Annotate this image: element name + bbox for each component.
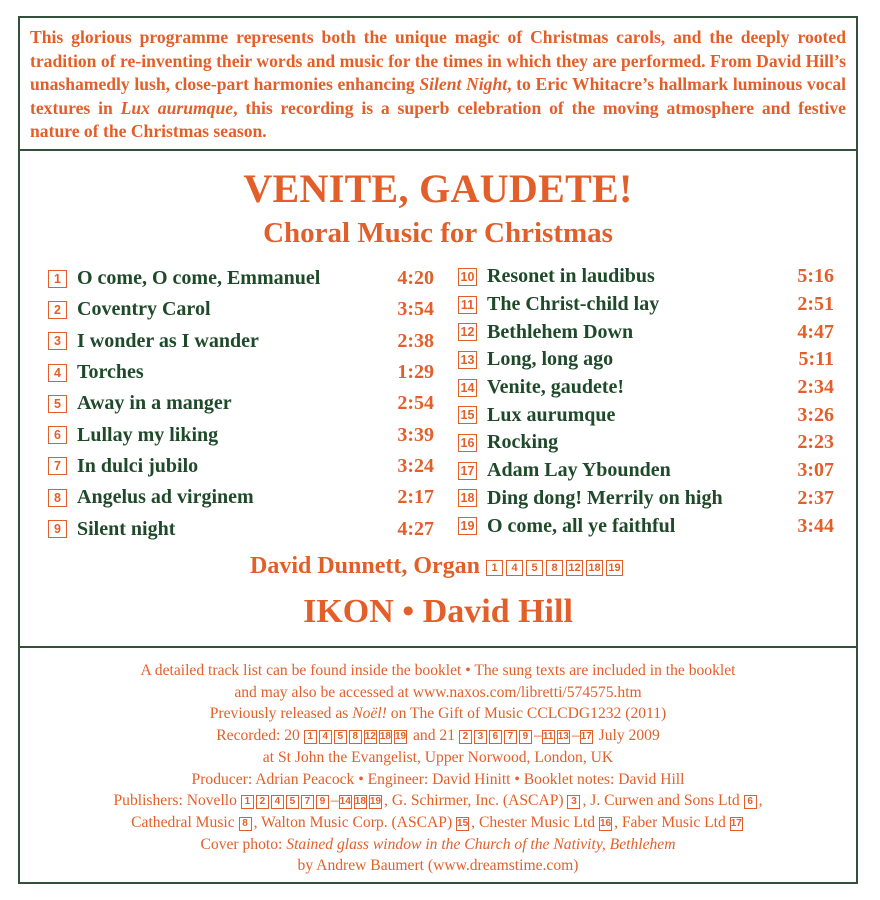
track-number-box: 5 xyxy=(286,795,299,809)
track-number-box: 4 xyxy=(506,560,523,576)
track-number-box: 9 xyxy=(316,795,329,809)
credit-text: , J. Curwen and Sons Ltd xyxy=(582,792,744,810)
track-number-box: 9 xyxy=(519,730,532,744)
track-number-box: 3 xyxy=(567,795,580,809)
intro-text-2: , to Eric Whitacre’s hallmark luminous vocal textures in xyxy=(30,74,847,118)
track-duration: 5:16 xyxy=(797,265,834,288)
track-number-box: 17 xyxy=(730,817,742,829)
cover-photo-caption: Stained glass window in the Church of the Nativity, Bethlehem xyxy=(286,835,676,853)
album-title: VENITE, GAUDETE! xyxy=(243,166,633,211)
track-title: Long, long ago xyxy=(487,348,614,371)
track-title: O come, O come, Emmanuel xyxy=(77,267,321,290)
track-number-box: 8 xyxy=(239,817,252,831)
track-number-box: 12 xyxy=(566,560,583,576)
track-title: Lux aurumque xyxy=(487,403,616,426)
credits-line-publishers-1 xyxy=(20,790,856,812)
track-number-box: 19 xyxy=(394,731,407,743)
credit-text: , xyxy=(758,792,763,810)
divider-bottom xyxy=(20,646,856,648)
credits-line-photographer: by Andrew Baumert (www.dreamstime.com) xyxy=(297,857,579,875)
track-number-box: 19 xyxy=(606,560,623,576)
credit-text: Publishers: Novello xyxy=(113,792,241,810)
track-number-box: 14 xyxy=(339,796,351,808)
track-number-box: 12 xyxy=(458,323,477,341)
track-number-box: 8 xyxy=(546,560,563,576)
credit-text: – xyxy=(533,727,542,745)
credit-text: Recorded: 20 xyxy=(216,727,304,745)
credits-line-1: A detailed track list can be found inside the booklet • The sung texts are included in the booklet xyxy=(140,662,736,679)
track-title: Rocking xyxy=(487,431,559,454)
track-number-box: 7 xyxy=(301,795,314,809)
track-number-box: 17 xyxy=(580,731,592,743)
track-title: Resonet in laudibus xyxy=(487,265,655,288)
track-number-box: 7 xyxy=(504,730,517,744)
track-row xyxy=(458,485,834,513)
intro-text-3: , this recording is a superb celebration of the moving atmosphere and festive nature of the Christmas season. xyxy=(30,97,846,141)
track-duration: 3:54 xyxy=(397,298,434,321)
credits-line-3 xyxy=(20,703,856,725)
track-number-box: 1 xyxy=(486,560,503,576)
track-duration: 2:34 xyxy=(797,376,834,399)
track-number-box: 16 xyxy=(599,817,612,829)
organ-label: David Dunnett, Organ xyxy=(249,553,481,579)
track-title: Lullay my liking xyxy=(77,423,219,446)
credit-text: Cathedral Music xyxy=(131,813,239,831)
track-duration: 3:07 xyxy=(797,459,834,482)
track-number-box: 1 xyxy=(48,270,67,288)
track-row xyxy=(48,513,434,544)
track-title: The Christ-child lay xyxy=(487,293,660,316)
credits-block xyxy=(20,660,856,877)
track-number-box: 18 xyxy=(586,560,603,576)
track-duration: 4:20 xyxy=(397,267,434,290)
credits-line-production: Producer: Adrian Peacock • Engineer: David Hinitt • Booklet notes: David Hill xyxy=(191,770,685,788)
back-cover-frame xyxy=(18,16,858,884)
track-number-box: 10 xyxy=(458,268,477,286)
track-number-box: 3 xyxy=(474,730,487,744)
track-number-box: 9 xyxy=(48,520,67,538)
track-title: Torches xyxy=(77,361,144,384)
track-number-box: 18 xyxy=(458,489,477,507)
track-row xyxy=(458,291,834,319)
track-title: O come, all ye faithful xyxy=(487,514,676,537)
track-title: I wonder as I wander xyxy=(77,329,259,352)
track-number-box: 4 xyxy=(319,730,332,744)
track-number-box: 17 xyxy=(458,462,477,480)
track-title: Angelus ad virginem xyxy=(77,486,254,509)
track-number-box: 14 xyxy=(458,379,477,397)
credit-text: and 21 xyxy=(409,727,459,745)
track-row xyxy=(458,457,834,485)
track-number-box: 19 xyxy=(369,796,382,808)
track-row xyxy=(458,318,834,346)
track-row xyxy=(458,263,834,291)
intro-text-1: This glorious programme represents both the unique magic of Christmas carols, and the deeply rooted tradition of re-inventing their words and music for the times in which they are performed. From David Hill’s unashamedly lush, close-part harmonies enhancing xyxy=(30,27,846,94)
divider-top xyxy=(20,149,856,151)
track-title: Ding dong! Merrily on high xyxy=(487,486,723,509)
track-number-box: 15 xyxy=(458,406,477,424)
track-row xyxy=(458,401,834,429)
prev-release-text: Previously released as xyxy=(209,705,353,723)
credits-line-cover xyxy=(20,834,856,856)
track-row xyxy=(48,357,434,388)
track-duration: 2:23 xyxy=(797,431,834,454)
credit-text: , G. Schirmer, Inc. (ASCAP) xyxy=(384,792,568,810)
intro-italic-lux-aurumque: Lux aurumque xyxy=(120,97,234,118)
track-number-box: 8 xyxy=(48,489,67,507)
track-number-box: 2 xyxy=(48,301,67,319)
track-number-box: 2 xyxy=(256,795,269,809)
credits-line-recorded xyxy=(20,725,856,747)
track-number-box: 5 xyxy=(48,395,67,413)
track-duration: 3:39 xyxy=(397,423,434,446)
credits-line-2: and may also be accessed at www.naxos.com/libretti/574575.htm xyxy=(234,683,642,701)
organ-credit xyxy=(20,553,856,580)
track-duration: 2:38 xyxy=(397,329,434,352)
track-list-right xyxy=(458,263,834,540)
credits-line-publishers-2 xyxy=(20,812,856,834)
track-number-box: 7 xyxy=(48,457,67,475)
track-number-box: 1 xyxy=(304,730,317,744)
credits-line-venue: at St John the Evangelist, Upper Norwood, London, UK xyxy=(262,748,614,766)
track-duration: 3:44 xyxy=(797,514,834,537)
track-number-box: 12 xyxy=(364,731,376,743)
track-number-box: 15 xyxy=(457,817,469,829)
track-number-box: 13 xyxy=(557,731,569,743)
track-row xyxy=(458,512,834,540)
track-row xyxy=(48,263,434,294)
track-row xyxy=(48,482,434,513)
track-row xyxy=(458,429,834,457)
track-number-box: 5 xyxy=(334,730,347,744)
album-subtitle: Choral Music for Christmas xyxy=(263,217,613,249)
track-number-box: 11 xyxy=(542,731,554,743)
track-row xyxy=(48,388,434,419)
track-row xyxy=(48,419,434,450)
track-number-box: 6 xyxy=(48,426,67,444)
track-title: Coventry Carol xyxy=(77,298,211,321)
track-number-box: 16 xyxy=(458,434,477,452)
credit-text: – xyxy=(330,792,339,810)
track-title: Venite, gaudete! xyxy=(487,376,625,399)
credit-text: , Walton Music Corp. (ASCAP) xyxy=(253,813,457,831)
credit-text: – xyxy=(571,727,580,745)
track-number-box: 19 xyxy=(458,517,477,535)
track-list-left xyxy=(48,263,434,545)
track-title: Adam Lay Ybounden xyxy=(487,459,671,482)
track-row xyxy=(458,346,834,374)
track-number-box: 6 xyxy=(489,730,502,744)
track-number-box: 18 xyxy=(379,731,391,743)
cover-photo-label: Cover photo: xyxy=(200,835,287,853)
track-number-box: 11 xyxy=(458,296,477,314)
track-number-box: 1 xyxy=(241,795,254,809)
track-row xyxy=(48,451,434,482)
track-duration: 4:27 xyxy=(397,517,434,540)
track-row xyxy=(48,294,434,325)
track-duration: 2:17 xyxy=(397,486,434,509)
credit-text: , Faber Music Ltd xyxy=(614,813,730,831)
credit-text: , Chester Music Ltd xyxy=(471,813,599,831)
track-number-box: 5 xyxy=(526,560,543,576)
track-number-box: 6 xyxy=(744,795,757,809)
track-number-box: 4 xyxy=(271,795,284,809)
intro-paragraph xyxy=(30,26,846,144)
track-duration: 4:47 xyxy=(797,320,834,343)
track-duration: 2:54 xyxy=(397,392,434,415)
track-title: In dulci jubilo xyxy=(77,454,199,477)
track-row xyxy=(458,374,834,402)
track-duration: 2:51 xyxy=(797,293,834,316)
track-row xyxy=(48,326,434,357)
performers: IKON • David Hill xyxy=(303,593,573,630)
prev-release-label: on The Gift of Music CCLCDG1232 (2011) xyxy=(386,705,667,723)
track-duration: 1:29 xyxy=(397,361,434,384)
intro-italic-silent-night: Silent Night xyxy=(419,74,508,94)
track-duration: 2:37 xyxy=(797,486,834,509)
track-number-box: 8 xyxy=(349,730,362,744)
track-title: Away in a manger xyxy=(77,392,232,415)
prev-release-title: Noël! xyxy=(352,705,387,723)
track-title: Silent night xyxy=(77,517,176,540)
track-number-box: 3 xyxy=(48,332,67,350)
credit-text: July 2009 xyxy=(594,727,660,745)
track-number-box: 13 xyxy=(458,351,477,369)
track-duration: 3:24 xyxy=(397,454,434,477)
track-number-box: 4 xyxy=(48,364,67,382)
track-number-box: 2 xyxy=(459,730,472,744)
track-duration: 5:11 xyxy=(798,348,834,371)
organ-track-numbers xyxy=(486,553,626,579)
track-title: Bethlehem Down xyxy=(487,320,634,343)
track-duration: 3:26 xyxy=(797,403,834,426)
track-number-box: 18 xyxy=(354,796,366,808)
